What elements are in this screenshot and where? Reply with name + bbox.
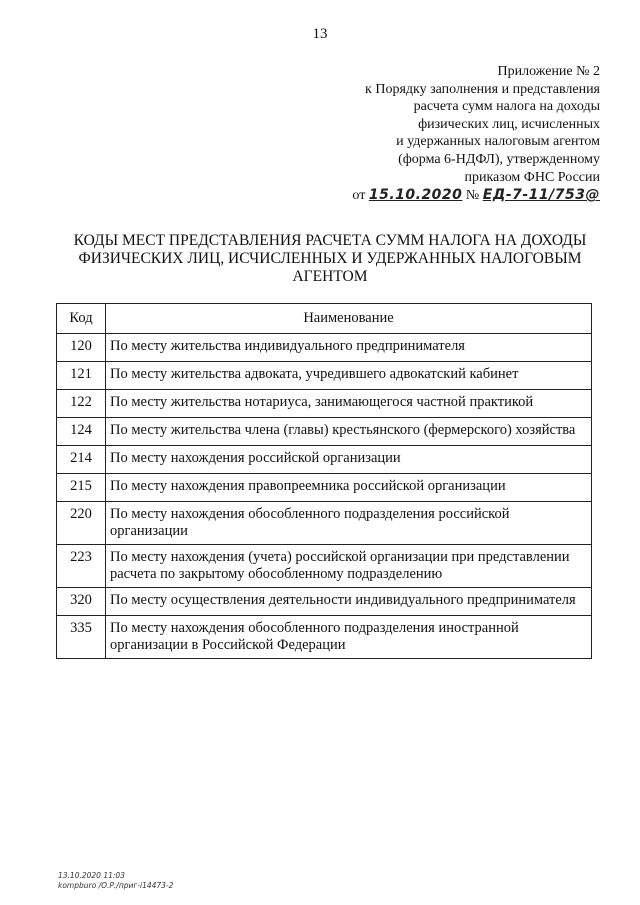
appendix-line: к Порядку заполнения и представления — [365, 81, 600, 97]
row-code: 223 — [57, 545, 106, 588]
codes-table — [56, 303, 592, 659]
row-name: По месту нахождения правопреемника российской организации — [106, 474, 592, 502]
row-code: 214 — [57, 446, 106, 474]
row-code: 215 — [57, 474, 106, 502]
row-code: 124 — [57, 418, 106, 446]
appendix-line: Приложение № 2 — [497, 64, 600, 79]
order-date: 15.10.2020 — [368, 187, 463, 204]
table-row — [57, 334, 592, 362]
table-row — [57, 418, 592, 446]
row-name: По месту нахождения обособленного подразделения иностранной организации в Российской Федерации — [106, 616, 592, 659]
table-header-row — [57, 304, 592, 334]
title-line: ФИЗИЧЕСКИХ ЛИЦ, ИСЧИСЛЕННЫХ И УДЕРЖАННЫХ НАЛОГОВЫМ — [78, 250, 582, 267]
title-line: КОДЫ МЕСТ ПРЕДСТАВЛЕНИЯ РАСЧЕТА СУММ НАЛОГА НА ДОХОДЫ — [73, 232, 587, 249]
row-name: По месту жительства индивидуального предпринимателя — [106, 334, 592, 362]
row-name: По месту жительства нотариуса, занимающегося частной практикой — [106, 390, 592, 418]
table-row — [57, 616, 592, 659]
row-name: По месту нахождения российской организации — [106, 446, 592, 474]
table-row — [57, 588, 592, 616]
print-timestamp: 13.10.2020 11:03 — [58, 871, 125, 880]
page-number: 13 — [312, 26, 328, 42]
appendix-line: физических лиц, исчисленных — [418, 116, 600, 132]
row-code: 320 — [57, 588, 106, 616]
appendix-line: (форма 6-НДФЛ), утвержденному — [398, 151, 600, 167]
table-row — [57, 545, 592, 588]
order-date-number-line — [280, 187, 600, 205]
title-line: АГЕНТОМ — [292, 268, 368, 285]
table-row — [57, 362, 592, 390]
row-name: По месту жительства члена (главы) крестьянского (фермерского) хозяйства — [106, 418, 592, 446]
row-code: 121 — [57, 362, 106, 390]
appendix-line: расчета сумм налога на доходы — [413, 99, 600, 115]
appendix-line: приказом ФНС России — [464, 169, 600, 185]
row-code: 335 — [57, 616, 106, 659]
table-row — [57, 474, 592, 502]
appendix-header — [280, 63, 600, 205]
row-name: По месту нахождения обособленного подразделения российской организации — [106, 502, 592, 545]
appendix-line: и удержанных налоговым агентом — [396, 134, 600, 150]
number-prefix: № — [465, 188, 480, 204]
row-code: 122 — [57, 390, 106, 418]
table-row — [57, 446, 592, 474]
document-title — [40, 232, 620, 286]
file-path: kompburo /О.Р./приг-i14473-2 — [58, 881, 174, 890]
date-prefix: от — [352, 188, 366, 204]
row-name: По месту осуществления деятельности индивидуального предпринимателя — [106, 588, 592, 616]
order-number: ЕД-7-11/753@ — [482, 187, 600, 204]
row-name: По месту нахождения (учета) российской организации при представлении расчета по закрытому обособленному подразделению — [106, 545, 592, 588]
row-code: 120 — [57, 334, 106, 362]
row-code: 220 — [57, 502, 106, 545]
header-code: Код — [57, 304, 106, 334]
header-name: Наименование — [106, 304, 592, 334]
table-row — [57, 390, 592, 418]
row-name: По месту жительства адвоката, учредившего адвокатский кабинет — [106, 362, 592, 390]
table-row — [57, 502, 592, 545]
print-footer — [58, 871, 173, 891]
